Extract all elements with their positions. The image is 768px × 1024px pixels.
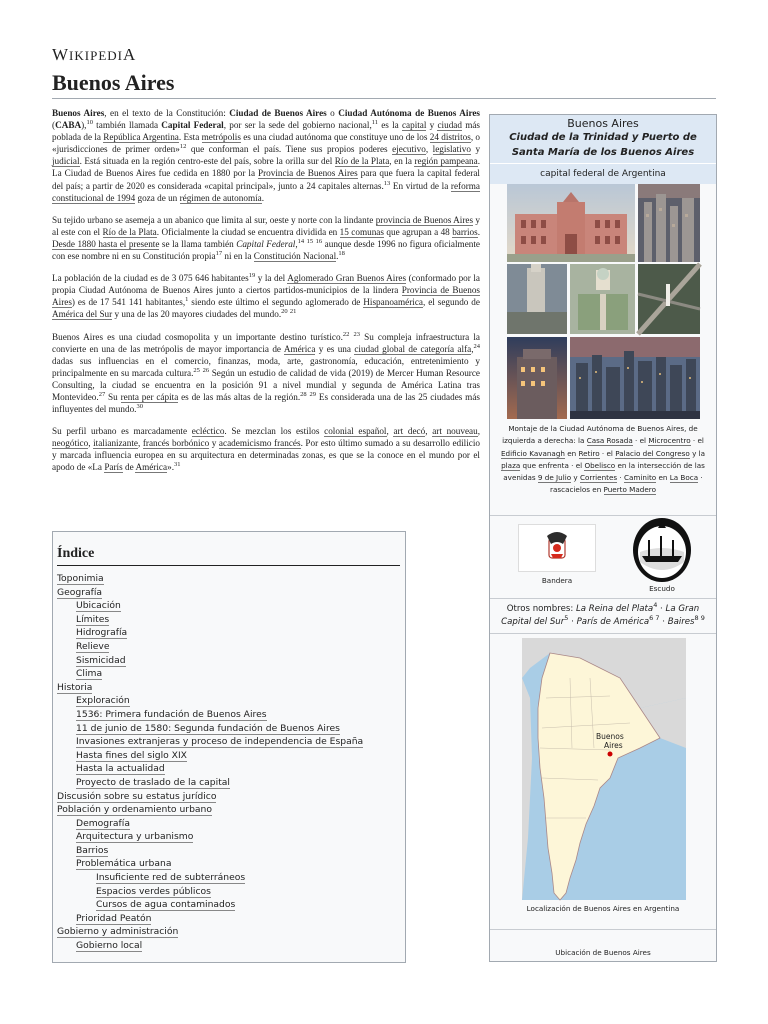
flag-image[interactable]	[518, 524, 596, 572]
city-marker	[608, 751, 613, 756]
logo-a: A	[122, 45, 137, 64]
citation-ref[interactable]: 19	[248, 272, 256, 280]
text-run: Según un estudio de calidad de vida (2019) de Mercer Human Resource Consulting, la ciudad se encuentra en la posición 91 a nivel mundial y segunda de América Latina tras Montevideo.	[52, 367, 481, 402]
toc-item[interactable]	[53, 654, 405, 668]
text-run: ,	[425, 144, 433, 155]
inline-link[interactable]: Caminito	[623, 473, 657, 483]
text-run: , el segundo de	[423, 297, 480, 308]
toc-item-label: Prioridad Peatón	[76, 912, 152, 924]
text-run: .	[261, 192, 265, 203]
text-run: es una ciudad autónoma que constituye uno de los	[240, 132, 430, 143]
text-run: Otros nombres:	[506, 603, 576, 614]
text-run: y	[209, 438, 219, 449]
toc-item-label: Discusión sobre su estatus jurídico	[57, 790, 217, 802]
toc-item[interactable]	[53, 640, 405, 654]
citation-ref[interactable]: 30	[136, 403, 143, 410]
text-run: en	[564, 448, 579, 458]
inline-link[interactable]: América	[135, 462, 168, 473]
toc-item[interactable]	[53, 599, 405, 613]
inline-link[interactable]: renta per cápita	[120, 391, 179, 402]
toc-item-label: Hasta fines del siglo XIX	[76, 749, 187, 761]
text-run: que conforman el país. Tiene sus propios poderes	[186, 144, 393, 155]
toc-item[interactable]	[53, 572, 405, 586]
text-run: y la	[689, 448, 706, 458]
page-title: Buenos Aires	[52, 70, 175, 95]
toc-item-label: Proyecto de traslado de la capital	[76, 776, 230, 788]
location-map[interactable]	[490, 638, 716, 908]
toc-item-label: Relieve	[76, 640, 110, 652]
toc-item-label: Demografía	[76, 817, 130, 829]
toc-item-label: Cursos de agua contaminados	[96, 899, 236, 911]
inline-link[interactable]: metrópolis	[201, 132, 241, 143]
citation-ref[interactable]: 12	[179, 143, 187, 151]
text-run: . Por esto último sumado a su desarrollo edilicio y marcada influencia europea en su arquitectura en determinadas zonas, es que se la conoce en el mundo por el apodo de «La	[52, 438, 481, 473]
inline-link[interactable]: capital	[401, 120, 427, 131]
citation-ref[interactable]: 31	[173, 461, 181, 469]
inline-link[interactable]: provincia de Buenos Aires	[375, 214, 474, 225]
toc-item[interactable]	[53, 844, 405, 858]
citation-ref[interactable]: 11	[371, 119, 379, 127]
toc-item-label: Insuficiente red de subterráneos	[96, 872, 246, 884]
inline-link[interactable]: Edificio Kavanagh	[500, 448, 565, 458]
text-run: Es considerada una de las 25 ciudades más influyentes del mundo.	[52, 391, 480, 415]
text-run: . Oficialmente la ciudad se encuentra dividida en	[156, 226, 340, 237]
toc-item-label: 11 de junio de 1580: Segunda fundación de Buenos Aires	[76, 722, 340, 734]
toc-item[interactable]	[53, 762, 405, 776]
italic-term: La Gran Capital del Sur	[501, 603, 700, 627]
citation-ref[interactable]: 23	[353, 330, 360, 338]
text-run: se la llama también	[159, 238, 237, 249]
toc-item-label: Exploración	[76, 695, 130, 707]
infobox-subtitle[interactable]: capital federal de Argentina	[490, 163, 716, 184]
paragraph-population	[52, 272, 480, 320]
text-run: ·	[568, 616, 577, 627]
inline-link[interactable]: Provincia de Buenos Aires	[258, 168, 358, 179]
text-run: En virtud de la	[390, 180, 451, 191]
text-run: de	[122, 462, 136, 473]
text-run: en	[656, 473, 670, 483]
bold-term: Capital Federal	[161, 120, 224, 131]
text-run: La población de la ciudad es de 3 075 646 habitantes	[52, 273, 249, 284]
inline-link[interactable]: Retiro	[578, 448, 600, 458]
citation-ref[interactable]: 17	[215, 249, 223, 257]
inline-link[interactable]: régimen de autonomía	[179, 192, 262, 203]
citation-ref[interactable]: 25	[193, 366, 200, 374]
inline-link[interactable]: 15 comunas	[339, 226, 384, 237]
toc-item[interactable]	[53, 817, 405, 831]
text-run: en la intersección de las avenidas	[503, 460, 705, 483]
table-of-contents	[52, 531, 406, 963]
text-run: y una de las 20 mayores ciudades del mundo.	[112, 309, 282, 320]
text-run: · rascacielos en	[550, 473, 703, 495]
text-run: más poblada de la	[52, 120, 480, 143]
inline-link[interactable]: Microcentro	[648, 436, 691, 446]
toc-item[interactable]	[53, 613, 405, 627]
toc-item[interactable]	[53, 790, 405, 804]
inline-link[interactable]: academicismo francés	[218, 438, 301, 449]
toc-title: Índice	[57, 546, 400, 566]
text-run: es de las más altas de la región.	[178, 391, 301, 402]
paragraph-cosmopolitan	[52, 331, 480, 416]
inline-link[interactable]: París	[104, 462, 123, 473]
citation-ref[interactable]: 21	[289, 308, 297, 316]
toc-list	[53, 572, 405, 953]
text-run: o	[326, 108, 339, 118]
toc-item[interactable]	[53, 586, 405, 600]
citation-ref[interactable]: 5	[564, 613, 569, 622]
citation-ref[interactable]: 26	[202, 366, 210, 374]
inline-link[interactable]: República Argentina	[103, 132, 179, 143]
text-run: dadas sus influencias en el comercio, finanzas, moda, arte, gastronomía, educación, entretenimiento y principalmente en su marcada cultura.	[52, 355, 480, 378]
toc-item-label: Espacios verdes públicos	[96, 885, 211, 897]
shield-image[interactable]	[630, 516, 694, 584]
text-run: .	[336, 251, 339, 262]
toc-item-label: Problemática urbana	[76, 858, 172, 870]
text-run: es la	[378, 120, 402, 131]
inline-link[interactable]: reforma constitucional de 1994	[52, 180, 480, 203]
text-run: también llamada	[92, 120, 162, 131]
italic-term: París de América	[576, 616, 650, 627]
infobox-header	[490, 115, 716, 163]
text-run: aunque desde 1996 no figura oficialmente con ese nombre ni en su Constitución propia	[52, 238, 480, 262]
infobox-full-name: Ciudad de la Trinidad y Puerto de Santa María de los Buenos Aires	[509, 132, 697, 158]
text-run: Montaje de la Ciudad Autónoma de Buenos Aires, de izquierda a derecha: la	[502, 424, 698, 446]
citation-ref[interactable]: 28	[300, 390, 307, 398]
inline-link[interactable]: ejecutivo	[392, 144, 426, 155]
text-run: ».	[167, 462, 174, 473]
text-run: Su perfil urbano es marcadamente	[52, 426, 192, 437]
text-run: . La Ciudad de Buenos Aires fue cedida en 1880 por la	[52, 156, 480, 179]
toc-item-label: Hasta la actualidad	[76, 763, 165, 775]
inline-link[interactable]: América del Sur	[52, 309, 113, 320]
toc-item-label: Historia	[57, 681, 93, 693]
text-run: , o «jurisdicciones de primer orden»	[52, 132, 481, 155]
inline-link[interactable]: Casa Rosada	[586, 436, 633, 446]
text-run: ,	[88, 438, 94, 449]
toc-item-label: Hidrografía	[76, 627, 128, 639]
inline-link[interactable]: Palacio del Congreso	[615, 448, 690, 458]
bold-term: Buenos Aires	[52, 108, 105, 118]
inline-link[interactable]: Río de la Plata	[102, 226, 157, 237]
text-run: ·	[659, 616, 668, 627]
toc-item[interactable]	[53, 871, 405, 885]
text-run: . Está situada en la región centro-este del país, sobre la orilla sur del	[79, 156, 335, 167]
infobox-separator	[490, 929, 716, 930]
inline-link[interactable]: barrios	[452, 226, 478, 237]
toc-item[interactable]	[53, 708, 405, 722]
text-run: ,	[138, 438, 143, 449]
text-run: ni en la	[222, 251, 254, 262]
logo-middle: IKIPEDI	[69, 48, 123, 63]
toc-item-label: Sismicidad	[76, 654, 126, 666]
inline-link[interactable]: región pampeana	[414, 156, 478, 167]
inline-link[interactable]: francés borbónico	[142, 438, 210, 449]
inline-link[interactable]: Provincia de Buenos Aires	[52, 285, 480, 308]
toc-item[interactable]	[53, 694, 405, 708]
toc-item-label: Geografía	[57, 586, 103, 598]
inline-link[interactable]: La Boca	[669, 473, 699, 483]
logo-w: W	[52, 45, 70, 64]
text-run: Su	[105, 391, 121, 402]
toc-item[interactable]	[53, 925, 405, 939]
bold-term: Ciudad Autónoma de Buenos Aires	[338, 108, 481, 118]
inline-link[interactable]: colonial español	[324, 426, 387, 437]
toc-item[interactable]	[53, 857, 405, 871]
text-run: .	[477, 226, 481, 237]
inline-link[interactable]: neogótico	[52, 438, 89, 449]
text-run: y	[426, 120, 438, 131]
citation-ref[interactable]: 16	[315, 237, 323, 245]
symbols-row	[490, 516, 716, 598]
citation-ref[interactable]: 1	[185, 296, 189, 304]
inline-link[interactable]: Río de la Plata	[334, 156, 390, 167]
inline-link[interactable]: art decó	[393, 426, 426, 437]
infobox-name: Buenos Aires	[567, 117, 639, 130]
text-run: (	[52, 120, 56, 131]
infobox-separator	[490, 633, 716, 634]
toc-item[interactable]	[53, 722, 405, 736]
text-run: . Esta	[178, 132, 202, 143]
toc-item[interactable]	[53, 681, 405, 695]
paragraph-architecture	[52, 425, 480, 473]
map-marker-label: Buenos	[596, 731, 624, 741]
text-run: · el	[599, 448, 616, 458]
citation-ref[interactable]: 27	[98, 390, 106, 398]
citation-ref[interactable]: 13	[383, 179, 391, 187]
citation-ref[interactable]: 22	[342, 330, 350, 338]
text-run: ·	[657, 603, 666, 614]
inline-link[interactable]: Puerto Madero	[603, 485, 656, 495]
toc-item[interactable]	[53, 749, 405, 763]
inline-link[interactable]: Hispanoamérica	[363, 297, 423, 308]
inline-link[interactable]: ciudad	[437, 120, 462, 131]
text-run: y es una	[315, 343, 355, 354]
inline-link[interactable]: legislativo	[432, 144, 471, 155]
text-run: . Se mezclan los estilos	[224, 426, 325, 437]
text-run: y	[470, 144, 481, 155]
flag-label: Bandera	[541, 575, 573, 585]
bold-term: Ciudad de Buenos Aires	[229, 108, 327, 118]
inline-link[interactable]: italianizante	[93, 438, 138, 449]
citation-ref[interactable]: 14	[297, 237, 305, 245]
paragraph-urban	[52, 214, 480, 262]
inline-link[interactable]: art nouveau	[432, 426, 478, 437]
italic-term: La Reina del Plata	[575, 603, 654, 614]
toc-item-label: Gobierno y administración	[57, 926, 179, 938]
text-run: , en el texto de la Constitución:	[104, 108, 230, 118]
text-run: Su tejido urbano se asemeja a un abanico que limita al sur, oeste y norte con la lindante	[52, 214, 376, 225]
text-run: Su compleja infraestructura la convierte en una de las metrópolis de mayor importancia de	[52, 331, 480, 354]
paragraph-intro	[52, 107, 480, 204]
text-run: , por ser la sede del gobierno nacional,	[223, 120, 372, 131]
inline-link[interactable]: plaza	[501, 460, 521, 470]
toc-item[interactable]	[53, 885, 405, 899]
citation-ref[interactable]: 18	[338, 249, 345, 257]
text-run: · el	[690, 436, 704, 446]
text-run: y la del	[255, 273, 288, 284]
toc-item-label: Arquitectura y urbanismo	[76, 831, 194, 843]
toc-item-label: 1536: Primera fundación de Buenos Aires	[76, 708, 267, 720]
text-run: , en la	[389, 156, 415, 167]
svg-text:Aires: Aires	[604, 740, 623, 750]
toc-item-label: Invasiones extranjeras y proceso de independencia de España	[76, 736, 364, 748]
citation-ref[interactable]: 10	[86, 119, 93, 127]
inline-link[interactable]: Aglomerado Gran Buenos Aires	[287, 273, 407, 284]
inline-link[interactable]: ecléctico	[191, 426, 225, 437]
text-run: ,	[295, 238, 298, 249]
city-montage-image[interactable]	[490, 184, 716, 419]
location-label: Ubicación de Buenos Aires	[555, 947, 651, 957]
toc-item-label: Barrios	[76, 844, 109, 856]
wikipedia-logo[interactable]	[52, 45, 136, 65]
text-run: ,	[477, 426, 480, 437]
text-run: ,	[386, 426, 394, 437]
montage-caption	[490, 419, 716, 497]
text-run: ·	[617, 473, 624, 483]
toc-item[interactable]	[53, 912, 405, 926]
toc-item-label: Población y ordenamiento urbano	[57, 804, 212, 816]
toc-item[interactable]	[53, 735, 405, 749]
text-run: siendo este último el segundo aglomerado de	[188, 297, 364, 308]
citation-ref[interactable]: 8 9	[694, 613, 705, 622]
toc-item[interactable]	[53, 830, 405, 844]
inline-link[interactable]: ciudad global de categoría alfa	[354, 343, 472, 354]
citation-ref[interactable]: 24	[473, 342, 480, 350]
text-run: y al este con el	[52, 214, 480, 237]
text-run: ,	[425, 426, 433, 437]
toc-item[interactable]	[53, 898, 405, 912]
italic-term: Capital Federal	[236, 238, 296, 249]
text-run: ),	[81, 120, 87, 131]
infobox	[489, 114, 717, 962]
toc-item-label: Límites	[76, 613, 110, 625]
toc-item[interactable]	[53, 667, 405, 681]
citation-ref[interactable]: 6 7	[649, 613, 660, 622]
inline-link[interactable]: 24 distritos	[429, 132, 471, 143]
citation-ref[interactable]: 20	[281, 308, 288, 316]
text-run: para que fuera la capital federal del país; a partir de 2020 es considerada «capital principal», junto a 24 capitales alternas.	[52, 168, 480, 191]
citation-ref[interactable]: 15	[306, 237, 314, 245]
citation-ref[interactable]: 29	[309, 390, 316, 398]
text-run: y	[571, 473, 580, 483]
text-run: ) es de 17 541 141 habitantes,	[71, 297, 186, 308]
inline-link[interactable]: 9 de Julio	[537, 473, 572, 483]
text-run: goza de un	[135, 192, 180, 203]
citation-ref[interactable]: 4	[653, 600, 658, 609]
map-caption: Localización de Buenos Aires en Argentina	[526, 903, 680, 913]
text-run: que agrupan a 48	[383, 226, 453, 237]
text-run: ,	[471, 343, 474, 354]
inline-link[interactable]: Corrientes	[579, 473, 618, 483]
toc-item-label: Toponimia	[57, 573, 104, 584]
text-run: · el	[632, 436, 649, 446]
bold-term: CABA	[55, 120, 82, 131]
text-run: Buenos Aires es una ciudad cosmopolita y un importante destino turístico.	[52, 331, 343, 342]
shield-label: Escudo	[649, 583, 675, 593]
text-run: (conformado por la propia Ciudad Autónoma de Buenos Aires junto a ciertos partidos-municipios de la lindera	[52, 273, 480, 296]
inline-link[interactable]: Obelisco	[584, 460, 616, 470]
inline-link[interactable]: Constitución Nacional	[253, 251, 337, 262]
inline-link[interactable]: América	[283, 343, 316, 354]
italic-term: Baires	[667, 616, 695, 627]
toc-item-label: Gobierno local	[76, 940, 143, 952]
inline-link[interactable]: Desde 1880 hasta el presente	[52, 238, 160, 249]
toc-item[interactable]	[53, 939, 405, 953]
title-divider	[52, 98, 716, 99]
toc-item[interactable]	[53, 776, 405, 790]
toc-item-label: Ubicación	[76, 600, 121, 612]
article-body	[52, 107, 480, 484]
text-run: que enfrenta · el	[520, 460, 585, 470]
toc-item[interactable]	[53, 803, 405, 817]
toc-item-label: Clima	[76, 668, 103, 680]
other-names	[490, 599, 716, 633]
toc-item[interactable]	[53, 626, 405, 640]
inline-link[interactable]: judicial	[52, 156, 80, 167]
